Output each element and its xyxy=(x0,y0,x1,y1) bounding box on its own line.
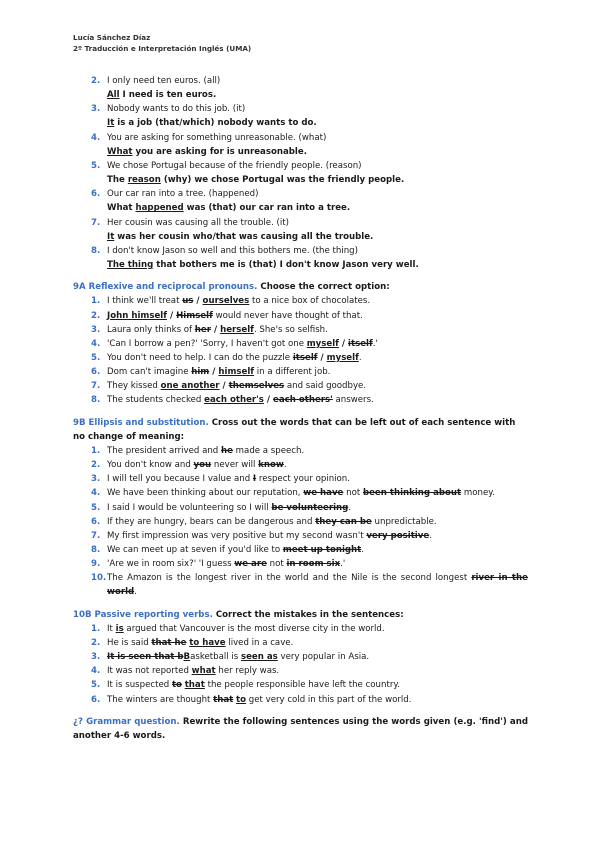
text-fragment: myself xyxy=(326,352,359,363)
text-fragment: 'Are we in room six?' 'I guess xyxy=(107,559,235,570)
text-fragment: We can meet up at seven if you'd like to xyxy=(107,545,283,555)
text-fragment: . xyxy=(358,352,362,363)
text-fragment: herself xyxy=(220,324,254,335)
text-fragment: John himself xyxy=(107,310,167,321)
text-fragment: respect your opinion. xyxy=(256,474,350,485)
answer-text xyxy=(107,88,528,102)
text-fragment: never will xyxy=(211,460,259,471)
text-fragment: is a job (that/which) nobody wants to do. xyxy=(114,118,317,129)
exercise-item xyxy=(73,650,528,664)
text-fragment: get very cold in this part of the world. xyxy=(246,694,412,705)
exercise-item xyxy=(73,102,528,130)
question-text: You are asking for something unreasonable. (what) xyxy=(107,132,327,143)
text-fragment: unpredictable. xyxy=(371,516,437,527)
exercise-item xyxy=(73,571,528,599)
text-fragment: and said goodbye. xyxy=(284,381,367,392)
text-fragment: each others' xyxy=(273,395,333,406)
text-fragment: We have been thinking about our reputation, xyxy=(107,488,304,499)
exercise-item xyxy=(73,472,528,486)
text-fragment: / xyxy=(263,395,274,406)
text-fragment: her xyxy=(194,324,211,335)
item-number: 5. xyxy=(91,680,101,691)
exercise-item xyxy=(73,294,528,308)
text-fragment: argued that Vancouver is the most diverse city in the world. xyxy=(123,623,385,634)
exercise-item xyxy=(73,365,528,379)
text-fragment: I will tell you because I value and xyxy=(107,474,253,485)
section-9a-heading xyxy=(73,280,528,294)
text-fragment: we are xyxy=(234,559,267,570)
text-fragment: Dom can't imagine xyxy=(107,367,192,378)
text-fragment: in a different job. xyxy=(254,367,331,378)
exercise-item xyxy=(73,693,528,707)
exercise-item xyxy=(73,337,528,351)
item-number: 2. xyxy=(91,76,101,86)
text-fragment: meet up tonight xyxy=(282,545,362,555)
question-text: We chose Portugal because of the friendly people. (reason) xyxy=(107,160,362,171)
text-fragment: / xyxy=(209,367,219,378)
text-fragment: You don't know and xyxy=(107,460,194,471)
exercise-item xyxy=(73,244,528,272)
exercise-item xyxy=(73,529,528,543)
text-fragment: My first impression was very positive but my second wasn't xyxy=(107,530,367,541)
exercise-item xyxy=(73,351,528,365)
item-number: 5. xyxy=(91,502,101,513)
text-fragment: (why) we chose Portugal was the friendly people. xyxy=(160,175,405,186)
text-fragment: ourselves xyxy=(202,296,250,307)
text-fragment: him xyxy=(191,367,210,378)
item-number: 8. xyxy=(91,395,101,406)
document-header xyxy=(73,32,251,54)
exercise-item xyxy=(73,309,528,323)
answer-text xyxy=(107,230,528,244)
text-fragment: myself xyxy=(306,338,339,349)
text-fragment: All xyxy=(107,90,120,101)
item-number: 3. xyxy=(91,474,101,485)
answer-text xyxy=(107,173,528,187)
answer-text xyxy=(107,258,528,272)
section-instruction: Choose the correct option: xyxy=(257,282,390,293)
exercise-item xyxy=(73,501,528,515)
section-9b-heading xyxy=(73,416,528,444)
section-instruction: Rewrite the following sentences using the words given (e.g. 'find') and another 4-6 words. xyxy=(73,716,528,741)
exercise-item xyxy=(73,323,528,337)
text-fragment: not xyxy=(266,559,287,570)
text-fragment: each other's xyxy=(204,395,264,406)
text-fragment: money. xyxy=(461,488,495,499)
item-number: 8. xyxy=(91,245,101,256)
text-fragment: river in the world xyxy=(107,573,528,598)
course-name: 2º Traducción e Interpretación Inglés (UMA) xyxy=(73,44,252,53)
item-number: 6. xyxy=(91,189,101,200)
text-fragment: I xyxy=(252,474,257,485)
text-fragment: themselves xyxy=(228,381,285,392)
text-fragment: Laura only thinks of xyxy=(107,324,195,335)
text-fragment: It xyxy=(107,623,116,634)
item-number: 2. xyxy=(91,637,101,648)
text-fragment: .' xyxy=(372,338,378,349)
text-fragment: They kissed xyxy=(107,381,161,392)
text-fragment: that xyxy=(184,680,205,691)
text-fragment: / xyxy=(193,296,203,307)
text-fragment: know xyxy=(258,460,284,471)
text-fragment: answers. xyxy=(332,395,374,406)
item-number: 2. xyxy=(91,460,101,471)
text-fragment: lived in a cave. xyxy=(225,637,294,648)
answer-text xyxy=(107,201,528,215)
text-fragment: very popular in Asia. xyxy=(277,652,370,663)
text-fragment: is xyxy=(115,623,124,634)
text-fragment: to xyxy=(171,680,182,691)
text-fragment: / xyxy=(210,324,221,335)
text-fragment: that xyxy=(213,694,234,705)
text-fragment: / xyxy=(338,338,349,349)
text-fragment: / xyxy=(317,352,327,363)
text-fragment: itself xyxy=(348,338,373,349)
item-number: 5. xyxy=(91,352,101,363)
text-fragment: . xyxy=(134,587,137,598)
text-fragment: . xyxy=(429,530,432,541)
item-number: 3. xyxy=(91,324,101,335)
exercise-item xyxy=(73,622,528,636)
text-fragment: been thinking about xyxy=(362,488,462,499)
item-number: 6. xyxy=(91,694,101,705)
text-fragment: not xyxy=(343,488,363,499)
text-fragment: You don't need to help. I can do the puzzle xyxy=(107,352,293,363)
text-fragment: that bothers me is (that) I don't know Jason very well. xyxy=(153,260,419,271)
item-number: 2. xyxy=(91,310,101,321)
exercise-item xyxy=(73,131,528,159)
item-number: 6. xyxy=(91,367,101,378)
item-number: 4. xyxy=(91,666,101,677)
text-fragment: to a nice box of chocolates. xyxy=(249,296,371,307)
text-fragment: to xyxy=(236,694,247,705)
document-body xyxy=(73,74,528,743)
exercise-item xyxy=(73,515,528,529)
author-name: Lucía Sánchez Díaz xyxy=(73,33,151,42)
item-number: 1. xyxy=(91,445,101,456)
grammar-question-heading xyxy=(73,715,528,743)
text-fragment: the people responsible have left the country. xyxy=(204,680,400,691)
text-fragment: It xyxy=(107,118,115,129)
text-fragment: reason xyxy=(127,175,161,186)
text-fragment: / xyxy=(219,381,229,392)
section-title: ¿? Grammar question. xyxy=(73,716,180,727)
text-fragment: made a speech. xyxy=(232,445,305,456)
text-fragment: The winters are thought xyxy=(107,694,214,705)
ellipsis-list xyxy=(73,444,528,600)
exercise-item xyxy=(73,636,528,650)
text-fragment: He is said xyxy=(107,637,152,648)
exercise-item xyxy=(73,543,528,557)
text-fragment: It is seen that b xyxy=(107,652,184,663)
text-fragment: us xyxy=(182,296,194,307)
exercise-item xyxy=(73,486,528,500)
exercise-item xyxy=(73,187,528,215)
section-title: 10B Passive reporting verbs. xyxy=(73,609,213,620)
exercise-item xyxy=(73,678,528,692)
exercise-item xyxy=(73,557,528,571)
item-number: 5. xyxy=(91,160,101,171)
answer-text xyxy=(107,145,528,159)
item-number: 4. xyxy=(91,338,101,349)
item-number: 7. xyxy=(91,217,101,228)
question-text: Her cousin was causing all the trouble. (it) xyxy=(107,217,290,228)
text-fragment: . xyxy=(348,502,352,513)
text-fragment: to have xyxy=(189,637,226,648)
text-fragment: her reply was. xyxy=(215,666,280,677)
exercise-item xyxy=(73,458,528,472)
section-title: 9B Ellipsis and substitution. xyxy=(73,417,209,428)
text-fragment: I said I would be volunteering so I will xyxy=(107,502,272,513)
text-fragment: B xyxy=(183,652,191,663)
item-number: 7. xyxy=(91,530,101,541)
text-fragment: It xyxy=(107,231,115,242)
text-fragment: What xyxy=(107,146,133,157)
text-fragment: happened xyxy=(135,203,184,214)
text-fragment: Himself xyxy=(176,310,213,321)
text-fragment: . She's so selfish. xyxy=(253,324,328,335)
answer-text xyxy=(107,116,528,130)
text-fragment: he xyxy=(221,445,233,456)
text-fragment: very positive xyxy=(366,530,430,541)
text-fragment: It was not reported xyxy=(107,666,192,677)
text-fragment: The students checked xyxy=(107,395,205,406)
text-fragment: .' xyxy=(340,559,346,570)
text-fragment: If they are hungry, bears can be dangerous and xyxy=(107,516,316,527)
section-title: 9A Reflexive and reciprocal pronouns. xyxy=(73,282,258,293)
text-fragment: we have xyxy=(303,488,344,499)
item-number: 4. xyxy=(91,488,101,499)
cleft-sentences-list xyxy=(73,74,528,272)
text-fragment: asketball is xyxy=(190,652,241,663)
exercise-item xyxy=(73,216,528,244)
question-text: I only need ten euros. (all) xyxy=(107,76,221,86)
question-text: Nobody wants to do this job. (it) xyxy=(107,104,246,115)
text-fragment: I need is ten euros. xyxy=(119,90,217,101)
section-instruction: Cross out the words that can be left out of each sentence with no change of meaning: xyxy=(73,417,516,442)
text-fragment: seen as xyxy=(240,652,278,663)
text-fragment: you are asking for is unreasonable. xyxy=(132,146,307,157)
text-fragment: what xyxy=(191,666,216,677)
item-number: 8. xyxy=(91,545,101,555)
question-text: Our car ran into a tree. (happened) xyxy=(107,189,259,200)
text-fragment: I think we'll treat xyxy=(107,296,183,307)
text-fragment: What xyxy=(107,203,136,214)
exercise-item xyxy=(73,444,528,458)
text-fragment: / xyxy=(166,310,177,321)
text-fragment: they can be xyxy=(315,516,372,527)
text-fragment: himself xyxy=(218,367,255,378)
text-fragment: that he xyxy=(151,637,187,648)
item-number: 1. xyxy=(91,296,101,307)
text-fragment: was her cousin who/that was causing all the trouble. xyxy=(114,231,374,242)
text-fragment: . xyxy=(361,545,365,555)
text-fragment: It is suspected xyxy=(107,680,172,691)
passive-verbs-list xyxy=(73,622,528,707)
text-fragment: be volunteering xyxy=(271,502,349,513)
item-number: 3. xyxy=(91,104,101,115)
text-fragment: The president arrived and xyxy=(107,445,221,456)
text-fragment: The thing xyxy=(107,260,154,271)
section-instruction: Correct the mistakes in the sentences: xyxy=(212,609,404,620)
item-number: 10. xyxy=(91,573,107,584)
text-fragment: in room six xyxy=(286,559,341,570)
item-number: 6. xyxy=(91,516,101,527)
text-fragment: The Amazon is the longest river in the world and the Nile is the second longest xyxy=(107,573,472,584)
item-number: 7. xyxy=(91,381,101,392)
exercise-item xyxy=(73,664,528,678)
exercise-item xyxy=(73,393,528,407)
text-fragment: was (that) our car ran into a tree. xyxy=(183,203,351,214)
exercise-item xyxy=(73,74,528,102)
exercise-item xyxy=(73,159,528,187)
text-fragment: one another xyxy=(160,381,220,392)
exercise-item xyxy=(73,379,528,393)
text-fragment: you xyxy=(193,460,212,471)
item-number: 1. xyxy=(91,623,101,634)
section-10b-heading xyxy=(73,608,528,622)
text-fragment: would never have thought of that. xyxy=(212,310,363,321)
item-number: 4. xyxy=(91,132,101,143)
text-fragment: The xyxy=(107,175,128,186)
item-number: 9. xyxy=(91,559,101,570)
text-fragment: . xyxy=(283,460,287,471)
item-number: 3. xyxy=(91,652,101,663)
text-fragment: 'Can I borrow a pen?' 'Sorry, I haven't got one xyxy=(107,338,307,349)
text-fragment: itself xyxy=(292,352,318,363)
question-text: I don't know Jason so well and this bothers me. (the thing) xyxy=(107,245,358,256)
pronouns-list xyxy=(73,294,528,407)
